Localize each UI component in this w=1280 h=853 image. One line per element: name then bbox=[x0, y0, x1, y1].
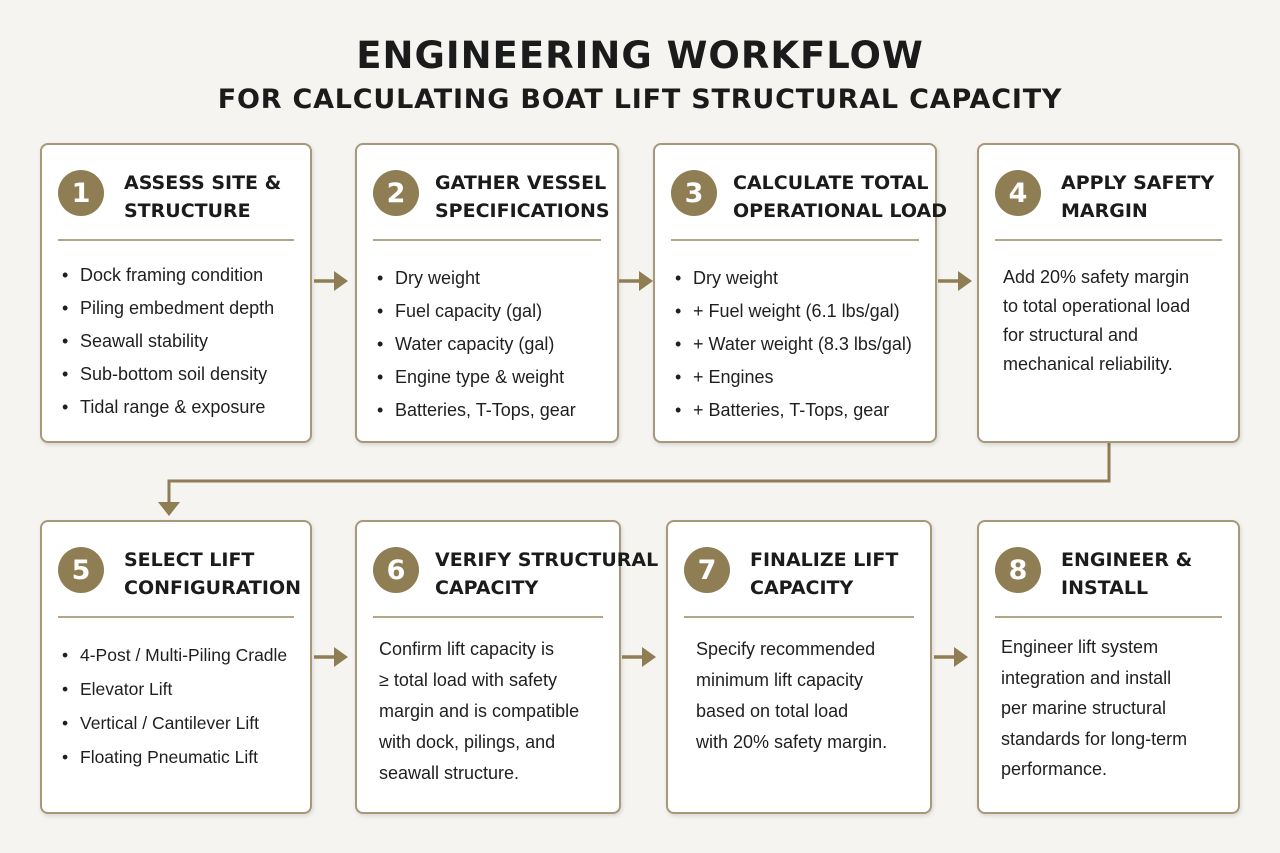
list-item bbox=[62, 672, 304, 706]
list-item-text: 4-Post / Multi-Piling Cradle bbox=[80, 645, 288, 665]
description-line: standards for long-term bbox=[1001, 728, 1188, 749]
step-card-8 bbox=[977, 520, 1240, 814]
step-card-1 bbox=[40, 143, 312, 443]
step-heading-line: CONFIGURATION bbox=[124, 577, 302, 599]
step-heading-line: INSTALL bbox=[1061, 577, 1149, 599]
arrow-right-icon bbox=[619, 269, 655, 293]
list-item bbox=[62, 638, 304, 672]
step-card-6 bbox=[355, 520, 659, 814]
description-line: performance. bbox=[1001, 759, 1108, 779]
diagram-title: ENGINEERING WORKFLOW bbox=[356, 34, 924, 77]
list-item bbox=[62, 259, 304, 292]
step-heading-line: APPLY SAFETY bbox=[1061, 172, 1215, 194]
step-bullet-list bbox=[675, 262, 929, 427]
arrow-right-icon bbox=[938, 269, 974, 293]
bullet-icon: • bbox=[62, 397, 69, 417]
arrow-right-icon bbox=[934, 645, 970, 669]
step-number-badge: 5 bbox=[58, 547, 104, 593]
description-line: minimum lift capacity bbox=[696, 670, 864, 690]
list-item bbox=[62, 740, 304, 774]
bullet-icon: • bbox=[62, 364, 69, 384]
list-item-text: Seawall stability bbox=[80, 331, 209, 351]
list-item bbox=[62, 391, 304, 424]
step-heading bbox=[1061, 169, 1230, 225]
description-line: mechanical reliability. bbox=[1003, 354, 1173, 374]
step-heading-line: CALCULATE TOTAL bbox=[733, 172, 929, 194]
list-item-text: Dock framing condition bbox=[80, 265, 264, 285]
bullet-icon: • bbox=[62, 298, 69, 318]
bullet-icon: • bbox=[675, 400, 682, 420]
step-heading-line: ASSESS SITE & bbox=[124, 172, 282, 194]
step-heading-line: STRUCTURE bbox=[124, 200, 251, 222]
description-line: ≥ total load with safety bbox=[379, 670, 557, 690]
description-line: for structural and bbox=[1003, 325, 1139, 345]
arrow-right-icon bbox=[314, 645, 350, 669]
bullet-icon: • bbox=[675, 334, 682, 354]
arrow-right-icon bbox=[314, 269, 350, 293]
step-heading-line: SELECT LIFT bbox=[124, 549, 255, 571]
bullet-icon: • bbox=[377, 301, 384, 321]
step-card-5 bbox=[40, 520, 312, 814]
list-item bbox=[377, 394, 611, 427]
list-item-text: Sub-bottom soil density bbox=[80, 364, 268, 384]
list-item-text: + Engines bbox=[693, 367, 774, 387]
connector-arrowhead bbox=[158, 502, 180, 516]
list-item bbox=[62, 325, 304, 358]
description-line: margin and is compatible bbox=[379, 701, 580, 721]
step-heading-line: ENGINEER & bbox=[1061, 549, 1193, 571]
step-divider bbox=[373, 239, 601, 241]
list-item-text: Dry weight bbox=[395, 268, 481, 288]
step-heading bbox=[435, 169, 609, 225]
step-heading-line: OPERATIONAL LOAD bbox=[733, 200, 947, 222]
list-item-text: Floating Pneumatic Lift bbox=[80, 747, 259, 767]
step-number-badge: 4 bbox=[995, 170, 1041, 216]
description-line: Confirm lift capacity is bbox=[379, 639, 555, 659]
list-item bbox=[377, 295, 611, 328]
list-item-text: Elevator Lift bbox=[80, 679, 173, 699]
bullet-icon: • bbox=[377, 268, 384, 288]
bullet-icon: • bbox=[675, 301, 682, 321]
list-item-text: + Batteries, T-Tops, gear bbox=[693, 400, 890, 420]
step-heading bbox=[124, 169, 302, 225]
bullet-icon: • bbox=[377, 334, 384, 354]
connector-line bbox=[169, 443, 1109, 506]
step-heading bbox=[750, 546, 922, 602]
step-description bbox=[696, 634, 920, 758]
bullet-icon: • bbox=[377, 400, 384, 420]
step-divider bbox=[58, 616, 294, 618]
description-line: Add 20% safety margin bbox=[1003, 267, 1190, 287]
bullet-icon: • bbox=[62, 679, 69, 699]
step-heading bbox=[124, 546, 302, 602]
list-item bbox=[62, 292, 304, 325]
bullet-icon: • bbox=[62, 331, 69, 351]
list-item bbox=[675, 295, 929, 328]
description-line: seawall structure. bbox=[379, 763, 520, 783]
list-item-text: Engine type & weight bbox=[395, 367, 565, 387]
list-item-text: Tidal range & exposure bbox=[80, 397, 266, 417]
step-card-3 bbox=[653, 143, 947, 443]
step-number-badge: 7 bbox=[684, 547, 730, 593]
arrow-right-icon bbox=[622, 645, 658, 669]
step-divider bbox=[995, 616, 1222, 618]
step-description bbox=[1003, 263, 1228, 379]
step-description bbox=[1001, 632, 1228, 785]
bullet-icon: • bbox=[62, 265, 69, 285]
bullet-icon: • bbox=[62, 747, 69, 767]
bullet-icon: • bbox=[62, 713, 69, 733]
list-item-text: Water capacity (gal) bbox=[395, 334, 555, 354]
step-divider bbox=[995, 239, 1222, 241]
bullet-icon: • bbox=[675, 367, 682, 387]
list-item-text: Batteries, T-Tops, gear bbox=[395, 400, 576, 420]
step-heading-line: GATHER VESSEL bbox=[435, 172, 607, 194]
step-heading-line: CAPACITY bbox=[435, 577, 539, 599]
description-line: integration and install bbox=[1001, 667, 1172, 688]
list-item bbox=[675, 361, 929, 394]
step-bullet-list bbox=[62, 259, 304, 424]
list-item bbox=[675, 262, 929, 295]
bullet-icon: • bbox=[62, 645, 69, 665]
step-divider bbox=[58, 239, 294, 241]
list-item-text: + Fuel weight (6.1 lbs/gal) bbox=[693, 301, 900, 321]
step-heading bbox=[733, 169, 947, 225]
list-item bbox=[377, 262, 611, 295]
step-heading-line: MARGIN bbox=[1061, 200, 1148, 222]
list-item bbox=[675, 394, 929, 427]
step-description bbox=[379, 634, 609, 789]
step-bullet-list bbox=[377, 262, 611, 427]
step-number-badge: 1 bbox=[58, 170, 104, 216]
step-divider bbox=[684, 616, 914, 618]
step-heading-line: VERIFY STRUCTURAL bbox=[435, 549, 659, 571]
step-number-badge: 6 bbox=[373, 547, 419, 593]
step-bullet-list bbox=[62, 638, 304, 774]
step-number-badge: 3 bbox=[671, 170, 717, 216]
step-heading bbox=[1061, 546, 1230, 602]
step-heading-line: FINALIZE LIFT bbox=[750, 549, 899, 571]
bullet-icon: • bbox=[377, 367, 384, 387]
description-line: with dock, pilings, and bbox=[379, 732, 556, 752]
step-divider bbox=[671, 239, 919, 241]
step-heading-line: SPECIFICATIONS bbox=[435, 200, 610, 222]
step-number-badge: 8 bbox=[995, 547, 1041, 593]
list-item-text: Dry weight bbox=[693, 268, 779, 288]
description-line: with 20% safety margin. bbox=[696, 732, 888, 752]
step-heading bbox=[435, 546, 659, 602]
step-card-2 bbox=[355, 143, 619, 443]
description-line: Engineer lift system bbox=[1001, 637, 1159, 657]
list-item-text: + Water weight (8.3 lbs/gal) bbox=[693, 334, 912, 354]
list-item bbox=[377, 328, 611, 361]
step-number-badge: 2 bbox=[373, 170, 419, 216]
diagram-subtitle: FOR CALCULATING BOAT LIFT STRUCTURAL CAPACITY bbox=[217, 84, 1063, 115]
step-card-7 bbox=[666, 520, 932, 814]
description-line: Specify recommended bbox=[696, 639, 876, 659]
step-divider bbox=[373, 616, 603, 618]
step-heading-line: CAPACITY bbox=[750, 577, 854, 599]
description-line: per marine structural bbox=[1001, 698, 1167, 718]
list-item-text: Vertical / Cantilever Lift bbox=[80, 713, 259, 733]
list-item-text: Fuel capacity (gal) bbox=[395, 301, 543, 321]
step-card-4 bbox=[977, 143, 1240, 443]
list-item bbox=[62, 358, 304, 391]
bullet-icon: • bbox=[675, 268, 682, 288]
description-line: to total operational load bbox=[1003, 296, 1191, 316]
list-item bbox=[377, 361, 611, 394]
list-item bbox=[62, 706, 304, 740]
list-item-text: Piling embedment depth bbox=[80, 298, 275, 318]
description-line: based on total load bbox=[696, 701, 849, 721]
list-item bbox=[675, 328, 929, 361]
